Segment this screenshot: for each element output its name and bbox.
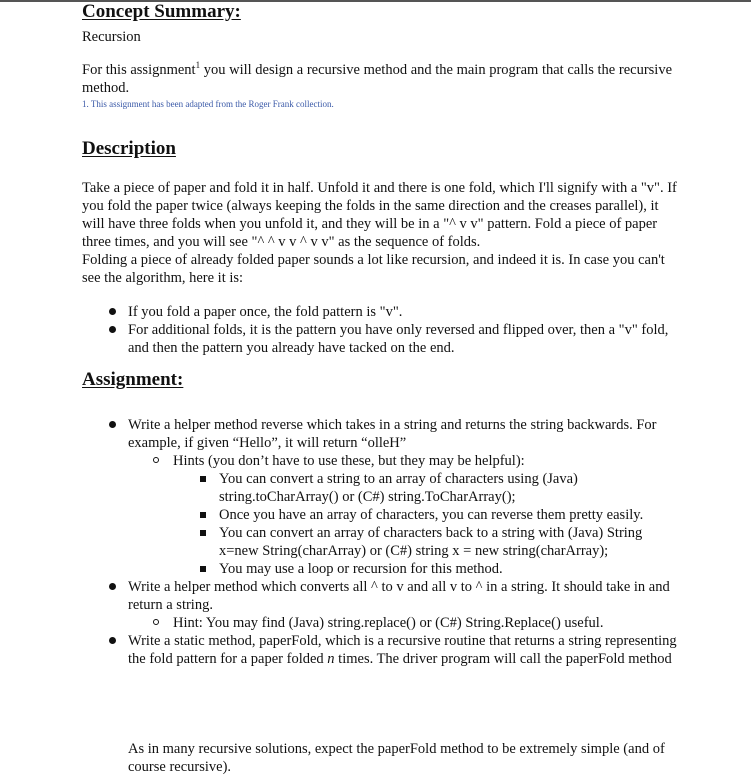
intro-text-b: you will design a recursive method and the main program that calls the recursive method. [82,61,673,96]
list-item [82,632,682,668]
circle-bullet-icon [153,619,159,625]
concept-summary-heading: Concept Summary: [82,1,241,22]
bullet-icon [109,637,116,644]
footnote-ref[interactable]: 1 [195,60,201,70]
hint-list [128,614,682,632]
list-item-text: You may use a loop or recursion for this method. [219,561,503,577]
intro-paragraph [82,56,672,97]
description-body [82,179,678,287]
list-item-text: Write a helper method which converts all ^ to v and all v to ^ in a string. It should take in and return a string. [128,579,670,613]
list-item-text: If you fold a paper once, the fold pattern is "v". [128,304,403,320]
list-item [82,321,682,357]
intro-text-a: For this assignment [82,61,196,78]
description-heading: Description [82,138,176,159]
list-item [82,303,682,321]
square-bullet-icon [200,512,206,518]
bullet-icon [109,308,116,315]
list-item [82,524,682,560]
list-item [82,452,682,578]
closing-paragraph: As in many recursive solutions, expect the paperFold method to be extremely simple (and of course recursive). [128,741,665,775]
hint-sublist [173,470,682,578]
bullet-icon [109,421,116,428]
square-bullet-icon [200,530,206,536]
list-item [82,416,682,578]
bullet-icon [109,583,116,590]
circle-bullet-icon [153,457,159,463]
topic-text: Recursion [82,29,141,45]
square-bullet-icon [200,566,206,572]
square-bullet-icon [200,476,206,482]
list-item [82,614,682,632]
variable-n: n [327,651,335,667]
list-item-text: Hints (you don’t have to use these, but they may be helpful): [173,453,525,469]
list-item-text: Once you have an array of characters, you can reverse them pretty easily. [219,507,644,523]
hint-list [128,452,682,578]
assignment-list [82,416,682,668]
list-item [82,506,682,524]
list-item [82,470,682,506]
list-item-text: For additional folds, it is the pattern you have only reversed and flipped over, then a "v" fold, and then the pattern you already have tacked on the end. [128,322,669,356]
list-item-text: Write a static method, paperFold, which is a recursive routine that returns a string representing the fold pattern for a paper folded [128,633,677,667]
description-paragraph-1: Take a piece of paper and fold it in half. Unfold it and there is one fold, which I'll signify with a "v". If you fold the paper twice (always keeping the folds in the same direction and the creases parallel), it will have three folds when you unfold it, and they will be in a "^ v v" pattern. Fold a piece of paper three times, and you will see "^ ^ v v ^ v v" as the sequence of folds. [82,180,677,250]
list-item [82,560,682,578]
list-item-text: You can convert a string to an array of characters using (Java) string.toCharArray() or (C#) string.ToCharArray(); [219,471,578,505]
description-paragraph-2: Folding a piece of already folded paper sounds a lot like recursion, and indeed it is. In case you can't see the algorithm, here it is: [82,252,665,286]
list-item-text: You can convert an array of characters back to a string with (Java) String x=new String(charArray) or (C#) string x = new string(charArray); [219,525,643,559]
fold-rules-list [82,303,682,357]
list-item-text: Write a helper method reverse which takes in a string and returns the string backwards. For example, if given “Hello”, it will return “olleH” [128,417,657,451]
assignment-heading: Assignment: [82,369,184,390]
list-item [82,578,682,632]
list-item-text: Hint: You may find (Java) string.replace() or (C#) String.Replace() useful. [173,615,604,631]
list-item-text: times. The driver program will call the paperFold method [334,651,672,667]
footnote-text: 1. This assignment has been adapted from the Roger Frank collection. [82,99,334,109]
bullet-icon [109,326,116,333]
